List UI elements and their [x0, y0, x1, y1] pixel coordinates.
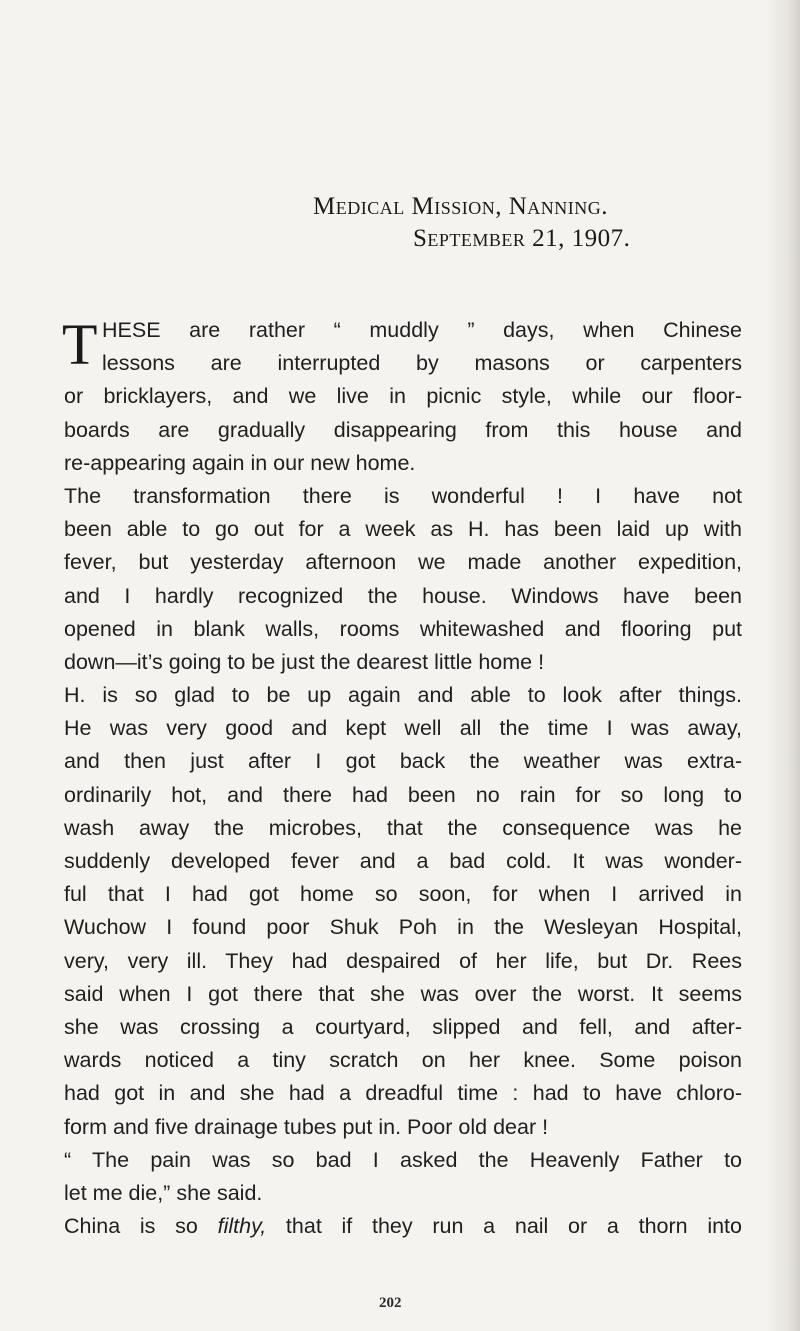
text-line: fever, but yesterday afternoon we made another expedition, — [64, 550, 742, 575]
text-line: wards noticed a tiny scratch on her knee. Some poison — [64, 1048, 742, 1073]
text-line: down—it’s going to be just the dearest little home ! — [64, 649, 545, 674]
text-line: opened in blank walls, rooms whitewashed and flooring put — [64, 616, 742, 641]
text-line: said when I got there that she was over the worst. It seems — [64, 981, 742, 1006]
heading-date: September 21, 1907. — [413, 225, 631, 252]
text-line: He was very good and kept well all the time I was away, — [64, 716, 742, 741]
text-line: or bricklayers, and we live in picnic style, while our floor- — [64, 384, 742, 409]
text-line: “ The pain was so bad I asked the Heavenly Father to — [64, 1147, 742, 1172]
text-line: H. is so glad to be up again and able to look after things. — [64, 683, 742, 708]
italic-word: filthy, — [217, 1214, 267, 1239]
body-text — [64, 314, 742, 1243]
text-line: suddenly developed fever and a bad cold. It was wonder- — [64, 849, 742, 873]
text-line: been able to go out for a week as H. has been laid up with — [64, 517, 742, 542]
last-line-end: that if they run a nail or a thorn into — [266, 1214, 742, 1239]
text-line: re-appearing again in our new home. — [64, 450, 416, 475]
text-line: boards are gradually disappearing from this house and — [64, 417, 742, 442]
text-line: she was crossing a courtyard, slipped and fell, and after- — [64, 1014, 742, 1039]
text-line: lessons are interrupted by masons or carpenters — [102, 351, 742, 376]
text-line: let me die,” she said. — [64, 1180, 263, 1205]
text-line: had got in and she had a dreadful time : had to have chloro- — [64, 1081, 742, 1106]
page-number: 202 — [379, 1295, 402, 1311]
text-line-last — [64, 1210, 742, 1243]
text-line: Wuchow I found poor Shuk Poh in the Wesleyan Hospital, — [64, 915, 742, 940]
opening-paragraph — [64, 314, 742, 380]
text-line: and I hardly recognized the house. Windows have been — [64, 583, 742, 608]
heading-place: Medical Mission, Nanning. — [313, 193, 608, 220]
text-line: HESE are rather “ muddly ” days, when Chinese — [102, 318, 742, 342]
text-line: very, very ill. They had despaired of her life, but Dr. Rees — [64, 948, 742, 973]
text-line: The transformation there is wonderful ! I have not — [64, 483, 742, 508]
text-line: form and five drainage tubes put in. Poor old dear ! — [64, 1114, 549, 1139]
text-line: ordinarily hot, and there had been no rain for so long to — [64, 782, 742, 807]
text-line: ful that I had got home so soon, for when I arrived in — [64, 882, 742, 907]
text-line: wash away the microbes, that the consequence was he — [64, 815, 742, 840]
text-line: and then just after I got back the weather was extra- — [64, 749, 742, 774]
drop-cap: T — [62, 312, 98, 377]
last-line-start: China is so — [64, 1214, 218, 1239]
